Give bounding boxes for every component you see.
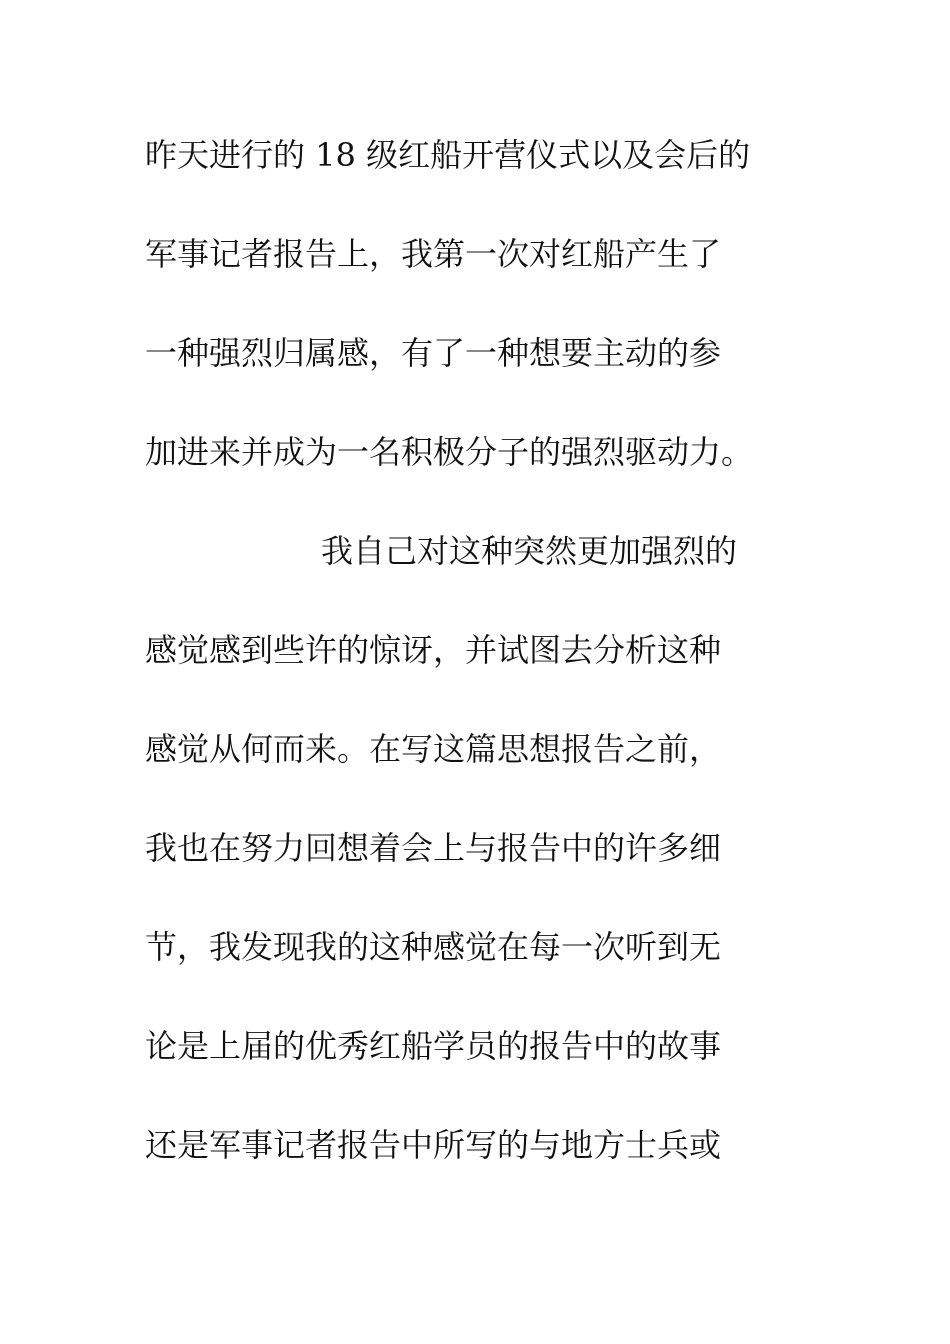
text-line: 昨天进行的 18 级红船开营仪式以及会后的 xyxy=(145,136,751,174)
text-line: 一种强烈归属感，有了一种想要主动的参 xyxy=(145,334,722,372)
text-line: 还是军事记者报告中所写的与地方士兵或 xyxy=(145,1126,722,1164)
text-line: 军事记者报告上，我第一次对红船产生了 xyxy=(145,235,722,273)
text-line: 加进来并成为一名积极分子的强烈驱动力。 xyxy=(145,433,754,471)
text-line: 感觉从何而来。在写这篇思想报告之前， xyxy=(145,730,722,768)
text-line: 论是上届的优秀红船学员的报告中的故事 xyxy=(145,1027,722,1065)
paragraph-start-line: 我自己对这种突然更加强烈的 xyxy=(321,532,738,570)
text-line: 节，我发现我的这种感觉在每一次听到无 xyxy=(145,928,722,966)
body-text xyxy=(145,127,805,1216)
text-line: 我也在努力回想着会上与报告中的许多细 xyxy=(145,829,722,867)
text-line: 感觉感到些许的惊讶，并试图去分析这种 xyxy=(145,631,722,669)
